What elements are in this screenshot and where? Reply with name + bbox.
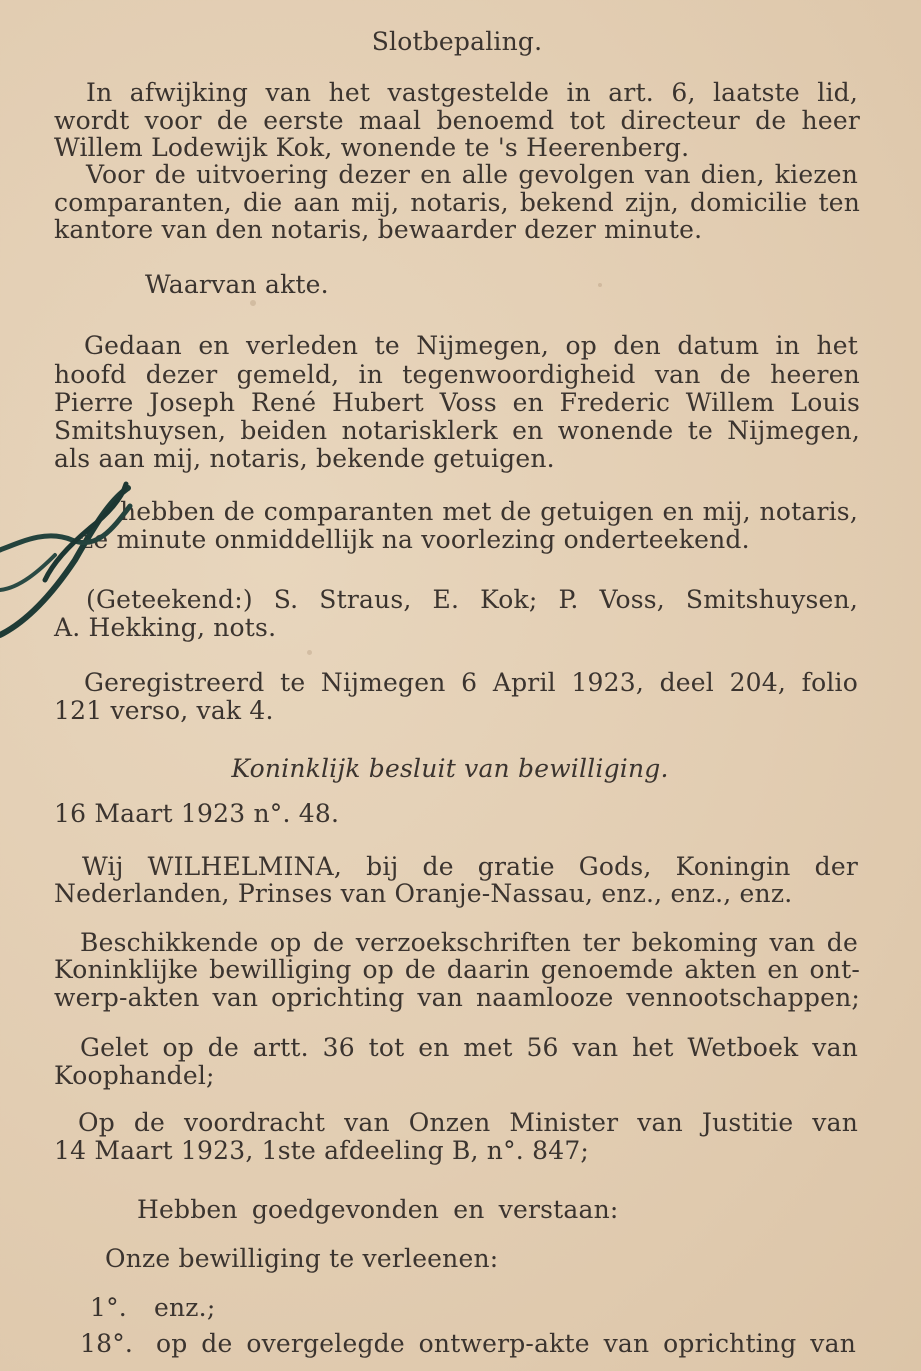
hebben-goedgevonden: Hebben goedgevonden en verstaan: [137,1195,619,1224]
para1-line2: wordt voor de eerste maal benoemd tot directeur de heer [54,106,860,135]
item-18-number: 18°. [80,1329,134,1358]
heading-slotbepaling: Slotbepaling. [371,27,543,56]
binding-thread [0,470,150,650]
heading-koninklijk-besluit: Koninklijk besluit van bewilliging. [231,754,669,783]
para3-line1: Gedaan en verleden te Nijmegen, op den datum in het [84,331,858,360]
para9-line1: Gelet op de artt. 36 tot en met 56 van het Wetboek van [80,1033,858,1062]
para8-line1: Beschikkende op de verzoekschriften ter bekoming van de [80,928,858,957]
para10-line2: 14 Maart 1923, 1ste afdeeling B, n°. 847; [54,1136,590,1165]
item-1-text: enz.; [154,1293,216,1322]
para1-line1: In afwijking van het vastgestelde in art. 6, laatste lid, [86,78,858,107]
para2-line2: comparanten, die aan mij, notaris, bekend zijn, domicilie ten [54,188,860,217]
para2-line3: kantore van den notaris, bewaarder dezer minute. [54,215,703,244]
para1-line3: Willem Lodewijk Kok, wonende te 's Heerenberg. [54,133,690,162]
para4-line2: ze minute onmiddellijk na voorlezing onderteekend. [80,525,750,554]
para8-line2: Koninklijke bewilliging op de daarin genoemde akten en ont- [54,955,860,984]
para3-line2: hoofd dezer gemeld, in tegenwoordigheid van de heeren [54,360,860,389]
item-1-number: 1°. [90,1293,127,1322]
paper-stain [250,300,256,306]
para6-line2: 121 verso, vak 4. [54,696,274,725]
para7-line2: Nederlanden, Prinses van Oranje-Nassau, enz., enz., enz. [54,879,793,908]
para5-line1: (Geteekend:) S. Straus, E. Kok; P. Voss, Smitshuysen, [86,585,858,614]
para7-line1: Wij WILHELMINA, bij de gratie Gods, Koningin der [82,852,858,881]
para4-line1: hebben de comparanten met de getuigen en mij, notaris, [120,497,858,526]
para3-line3: Pierre Joseph René Hubert Voss en Frederic Willem Louis [54,388,860,417]
para6-line1: Geregistreerd te Nijmegen 6 April 1923, deel 204, folio [84,668,858,697]
para5-line2: A. Hekking, nots. [54,613,277,642]
para9-line2: Koophandel; [54,1061,215,1090]
paper-stain [307,650,312,655]
para3-line5: als aan mij, notaris, bekende getuigen. [54,444,555,473]
para10-line1: Op de voordracht van Onzen Minister van Justitie van [78,1108,858,1137]
date-line: 16 Maart 1923 n°. 48. [54,799,340,828]
waarvan-akte: Waarvan akte. [145,270,329,299]
para3-line4: Smitshuysen, beiden notarisklerk en wonende te Nijmegen, [54,416,860,445]
item-18-text: op de overgelegde ontwerp-akte van oprichting van [156,1329,856,1358]
para8-line3: werp-akten van oprichting van naamlooze vennootschappen; [54,983,860,1012]
onze-bewilliging: Onze bewilliging te verleenen: [105,1244,499,1273]
para2-line1: Voor de uitvoering dezer en alle gevolgen van dien, kiezen [86,160,858,189]
